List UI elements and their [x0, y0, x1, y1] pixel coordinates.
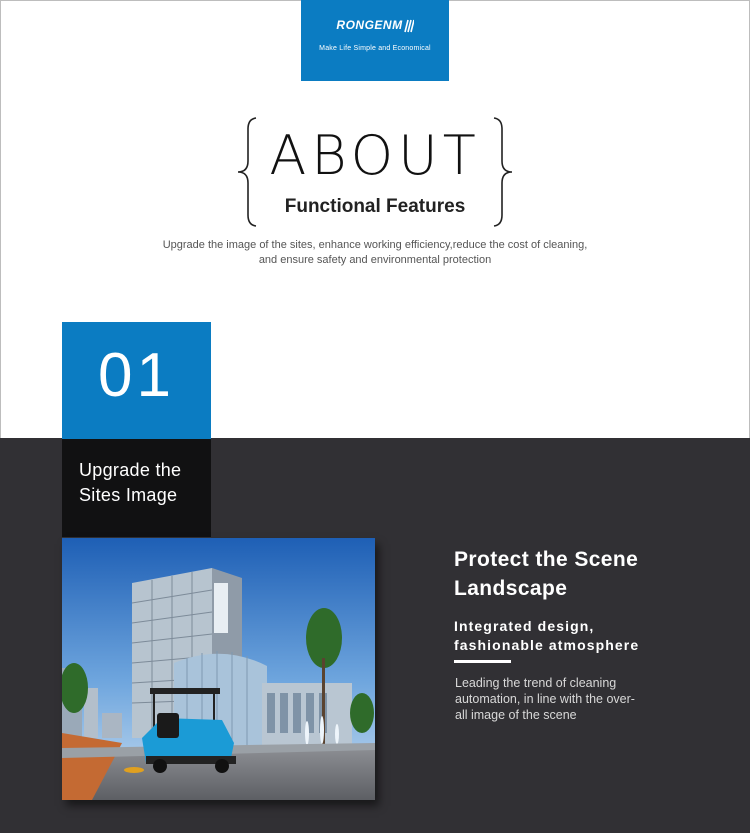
sweeper-scene-photo [62, 538, 375, 800]
section-number: 01 [98, 341, 175, 410]
left-brace-icon [236, 117, 258, 227]
about-subtitle: Functional Features [284, 196, 466, 217]
section-label-box [62, 439, 211, 537]
logo-bars-icon [404, 19, 414, 33]
section-subheading-line: fashionable atmosphere [454, 637, 640, 653]
section-subheading-line: Integrated design, [454, 618, 595, 634]
section-heading-line: Landscape [454, 577, 568, 600]
section-label-line: Upgrade the [79, 460, 182, 480]
section-number-badge [62, 322, 211, 439]
about-title: ABOUT [269, 124, 481, 187]
section-body-line: all image of the scene [455, 708, 577, 722]
heading-divider [454, 660, 511, 663]
section-body-line: Leading the trend of cleaning [455, 676, 617, 690]
intro-line: Upgrade the image of the sites, enhance working efficiency,reduce the cost of cleaning, [162, 239, 588, 251]
intro-line: and ensure safety and environmental protection [258, 254, 492, 266]
brand-tagline: Make Life Simple and Economical [319, 45, 431, 52]
scene-illustration [62, 538, 375, 800]
right-brace-icon [492, 117, 514, 227]
section-label-line: Sites Image [79, 485, 178, 505]
intro-text [100, 238, 650, 268]
brand-logo-block [301, 0, 449, 81]
section-body-line: automation, in line with the over- [455, 692, 635, 706]
brand-logo [301, 18, 449, 33]
section-heading-line: Protect the Scene [454, 548, 639, 571]
brand-logo-text: RONGENM [336, 18, 403, 32]
